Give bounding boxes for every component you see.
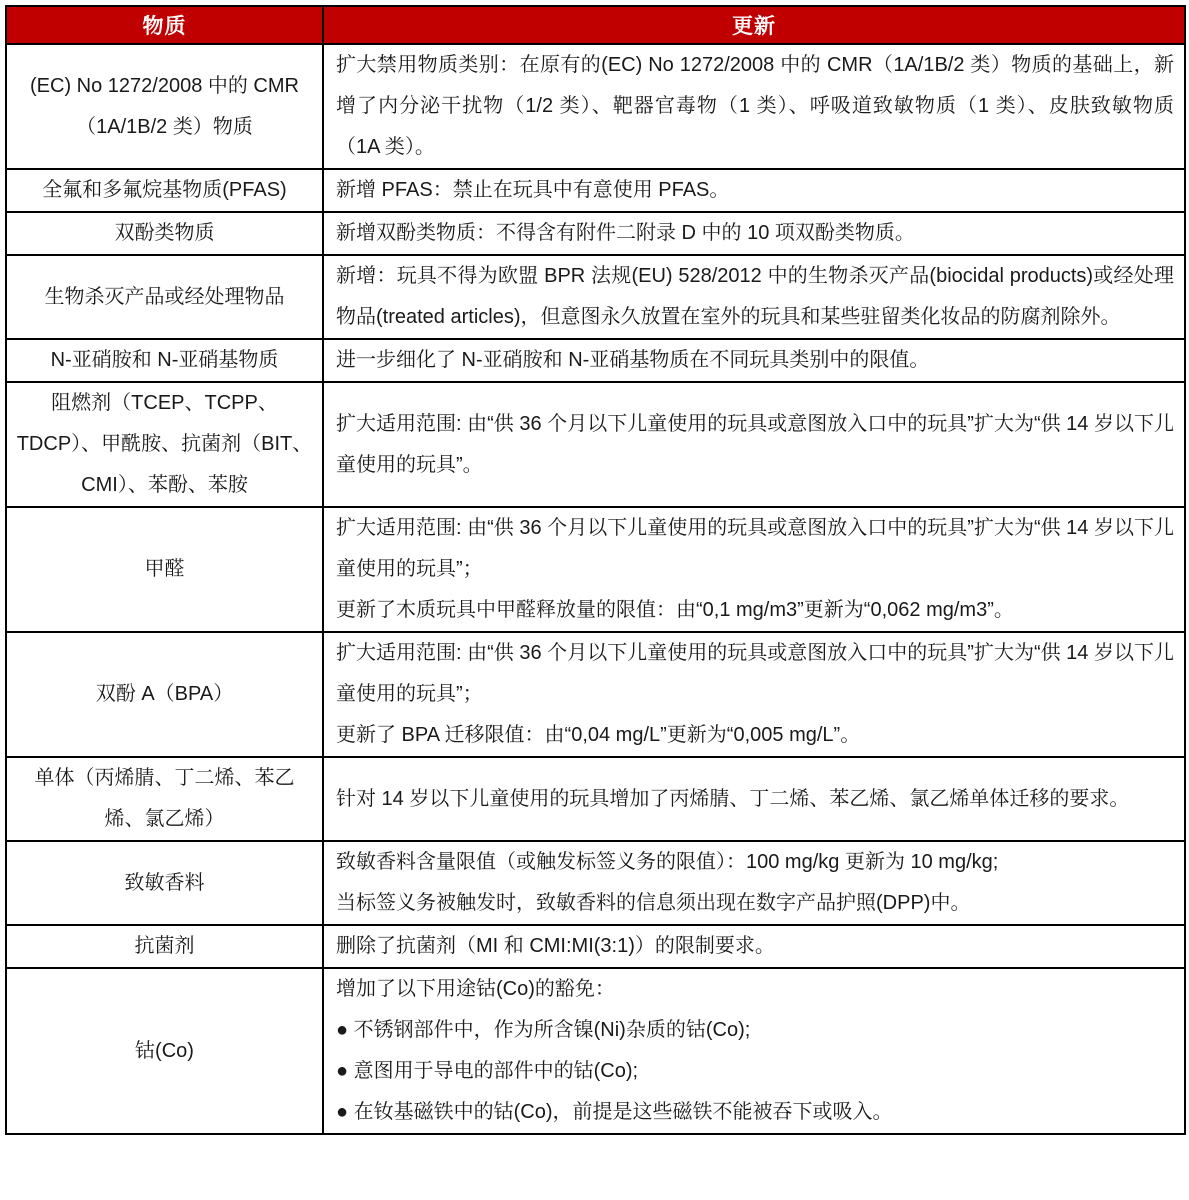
substance-cell: N-亚硝胺和 N-亚硝基物质 (6, 339, 323, 382)
substance-cell: 全氟和多氟烷基物质(PFAS) (6, 169, 323, 212)
update-paragraph: 扩大适用范围: 由“供 36 个月以下儿童使用的玩具或意图放入口中的玩具”扩大为“供 14 岁以下儿童使用的玩具”； (336, 517, 1174, 580)
substance-cell: 双酚 A（BPA） (6, 632, 323, 757)
update-cell (323, 968, 1185, 1134)
bullet-line: ● 意图用于导电的部件中的钴(Co); (336, 1060, 639, 1082)
table-row (6, 968, 1185, 1134)
substance-cell: 阻燃剂（TCEP、TCPP、TDCP）、甲酰胺、抗菌剂（BIT、CMI）、苯酚、苯胺 (6, 382, 323, 507)
update-cell (323, 44, 1185, 169)
header-row (6, 6, 1185, 44)
bullet-line: ● 在钕基磁铁中的钴(Co)，前提是这些磁铁不能被吞下或吸入。 (336, 1101, 893, 1123)
substance-cell: (EC) No 1272/2008 中的 CMR（1A/1B/2 类）物质 (6, 44, 323, 169)
substance-cell: 钴(Co) (6, 968, 323, 1134)
update-paragraph: 新增 PFAS：禁止在玩具中有意使用 PFAS。 (336, 179, 730, 201)
update-paragraph: 更新了木质玩具中甲醛释放量的限值：由“0,1 mg/m3”更新为“0,062 mg/m3”。 (336, 599, 1014, 621)
substance-cell: 双酚类物质 (6, 212, 323, 255)
table-row (6, 925, 1185, 968)
update-paragraph: 增加了以下用途钴(Co)的豁免： (336, 978, 615, 1000)
update-paragraph: 删除了抗菌剂（MI 和 CMI:MI(3:1)）的限制要求。 (336, 935, 775, 957)
update-paragraph: 扩大禁用物质类别：在原有的(EC) No 1272/2008 中的 CMR（1A/1B/2 类）物质的基础上，新增了内分泌干扰物（1/2 类）、靶器官毒物（1 类）、呼吸道致敏物质（1 类）、皮肤致敏物质（1A 类）。 (336, 54, 1174, 158)
table-row (6, 339, 1185, 382)
column-header-update: 更新 (323, 6, 1185, 44)
table-body (6, 44, 1185, 1134)
table-row (6, 382, 1185, 507)
update-cell (323, 339, 1185, 382)
update-paragraph: 扩大适用范围: 由“供 36 个月以下儿童使用的玩具或意图放入口中的玩具”扩大为“供 14 岁以下儿童使用的玩具”； (336, 642, 1174, 705)
update-cell (323, 382, 1185, 507)
table-row (6, 44, 1185, 169)
update-paragraph: 更新了 BPA 迁移限值：由“0,04 mg/L”更新为“0,005 mg/L”。 (336, 724, 861, 746)
update-paragraph: 新增双酚类物质：不得含有附件二附录 D 中的 10 项双酚类物质。 (336, 222, 915, 244)
update-paragraph: 进一步细化了 N-亚硝胺和 N-亚硝基物质在不同玩具类别中的限值。 (336, 349, 930, 371)
update-cell (323, 757, 1185, 841)
update-cell (323, 632, 1185, 757)
update-paragraph: 新增：玩具不得为欧盟 BPR 法规(EU) 528/2012 中的生物杀灭产品(biocidal products)或经处理物品(treated articles)，但意图永久放置在室外的玩具和某些驻留类化妆品的防腐剂除外。 (336, 265, 1174, 328)
table-row (6, 632, 1185, 757)
table-row (6, 757, 1185, 841)
substance-cell: 致敏香料 (6, 841, 323, 925)
update-cell (323, 841, 1185, 925)
update-cell (323, 169, 1185, 212)
substance-cell: 生物杀灭产品或经处理物品 (6, 255, 323, 339)
table-row (6, 169, 1185, 212)
substance-cell: 单体（丙烯腈、丁二烯、苯乙烯、氯乙烯） (6, 757, 323, 841)
table-row (6, 255, 1185, 339)
update-paragraph: 当标签义务被触发时，致敏香料的信息须出现在数字产品护照(DPP)中。 (336, 892, 971, 914)
substance-cell: 抗菌剂 (6, 925, 323, 968)
update-cell (323, 212, 1185, 255)
update-paragraph: 针对 14 岁以下儿童使用的玩具增加了丙烯腈、丁二烯、苯乙烯、氯乙烯单体迁移的要求。 (336, 787, 1130, 810)
update-paragraph: 致敏香料含量限值（或触发标签义务的限值）：100 mg/kg 更新为 10 mg/kg; (336, 851, 999, 873)
update-cell (323, 507, 1185, 632)
update-cell (323, 255, 1185, 339)
update-paragraph: 扩大适用范围: 由“供 36 个月以下儿童使用的玩具或意图放入口中的玩具”扩大为“供 14 岁以下儿童使用的玩具”。 (336, 412, 1174, 476)
column-header-substance: 物质 (6, 6, 323, 44)
table-row (6, 841, 1185, 925)
substance-cell: 甲醛 (6, 507, 323, 632)
table-row (6, 212, 1185, 255)
bullet-line: ● 不锈钢部件中，作为所含镍(Ni)杂质的钴(Co); (336, 1019, 751, 1041)
update-cell (323, 925, 1185, 968)
substances-update-table (5, 5, 1186, 1135)
table-row (6, 507, 1185, 632)
